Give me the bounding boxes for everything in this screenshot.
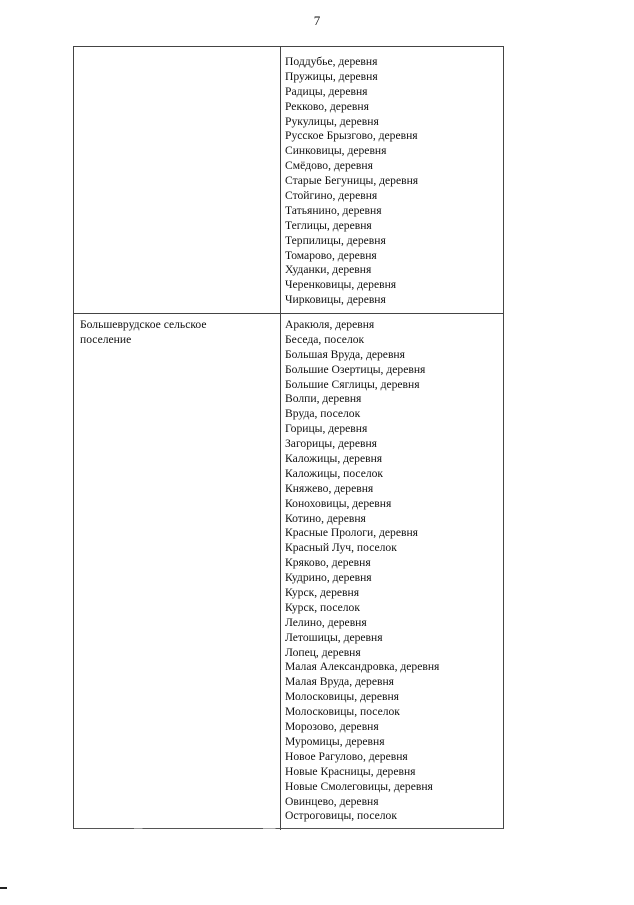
- row-divider: [74, 313, 503, 314]
- settlement-item: Летошицы, деревня: [285, 630, 383, 644]
- settlement-item: Молосковицы, деревня: [285, 690, 399, 704]
- settlement-item: Вруда, поселок: [285, 407, 361, 421]
- settlement-item: Пружицы, деревня: [285, 69, 378, 83]
- district-name-line: поселение: [80, 332, 132, 346]
- settlement-item: Стойгино, деревня: [285, 189, 378, 203]
- settlement-item: Смёдово, деревня: [285, 159, 373, 173]
- district-name: [80, 318, 270, 348]
- scan-edge-mark: [0, 887, 7, 889]
- settlement-item: Радицы, деревня: [285, 84, 368, 98]
- settlement-item: Старые Бегуницы, деревня: [285, 174, 419, 188]
- settlement-item: Новое Рагулово, деревня: [285, 749, 408, 763]
- settlement-item: Синковицы, деревня: [285, 144, 387, 158]
- settlement-item: Большая Вруда, деревня: [285, 347, 405, 361]
- settlement-item: Красный Луч, поселок: [285, 541, 397, 555]
- settlement-item: Большие Озертицы, деревня: [285, 362, 426, 376]
- settlement-item: Морозово, деревня: [285, 720, 379, 734]
- settlement-item: Татьянино, деревня: [285, 203, 382, 217]
- settlement-item: Новые Красницы, деревня: [285, 764, 416, 778]
- settlement-item: Черенковицы, деревня: [285, 278, 397, 292]
- settlement-item: Новые Смолеговицы, деревня: [285, 779, 433, 793]
- settlement-item: Овинцево, деревня: [285, 794, 379, 808]
- settlement-item: Волпи, деревня: [285, 392, 362, 406]
- settlement-item: Каложицы, поселок: [285, 466, 384, 480]
- settlement-item: Остроговицы, поселок: [285, 809, 397, 823]
- column-divider: [280, 47, 281, 830]
- settlement-item: Худанки, деревня: [285, 263, 372, 277]
- settlement-item: Большие Сяглицы, деревня: [285, 377, 420, 391]
- settlement-item: Лопец, деревня: [285, 645, 361, 659]
- settlement-item: Княжево, деревня: [285, 481, 374, 495]
- settlement-item: Молосковицы, поселок: [285, 705, 400, 719]
- settlement-item: Кудрино, деревня: [285, 571, 372, 585]
- settlement-item: Поддубье, деревня: [285, 55, 378, 68]
- settlement-item: Малая Вруда, деревня: [285, 675, 395, 689]
- settlement-item: Красные Прологи, деревня: [285, 526, 419, 540]
- settlement-item: Русское Брызгово, деревня: [285, 129, 418, 143]
- settlement-list-row-1: [285, 55, 418, 308]
- settlement-item: Курск, поселок: [285, 600, 360, 614]
- settlement-item: Муромицы, деревня: [285, 734, 385, 748]
- district-name-line: Большеврудское сельское: [80, 318, 207, 331]
- settlement-item: Терпилицы, деревня: [285, 233, 386, 247]
- settlement-item: Коноховицы, деревня: [285, 496, 392, 510]
- settlement-item: Беседа, поселок: [285, 332, 365, 346]
- settlement-item: Чирковицы, деревня: [285, 293, 386, 307]
- settlement-item: Теглицы, деревня: [285, 218, 372, 232]
- settlement-item: Кряково, деревня: [285, 556, 371, 570]
- settlement-item: Котино, деревня: [285, 511, 366, 525]
- settlement-item: Томарово, деревня: [285, 248, 377, 262]
- settlement-item: Лелино, деревня: [285, 615, 367, 629]
- settlement-item: Горицы, деревня: [285, 422, 368, 436]
- settlement-item: Курск, деревня: [285, 586, 360, 600]
- table-bottom-edge: [74, 828, 503, 829]
- settlement-list-row-2: [285, 318, 439, 824]
- page-number: 7: [313, 13, 321, 28]
- settlement-item: Аракюля, деревня: [285, 318, 375, 331]
- settlement-item: Рекково, деревня: [285, 99, 369, 113]
- settlements-table: [73, 46, 504, 829]
- settlement-item: Каложицы, деревня: [285, 452, 383, 466]
- settlement-item: Загорицы, деревня: [285, 437, 378, 451]
- settlement-item: Малая Александровка, деревня: [285, 660, 440, 674]
- settlement-item: Рукулицы, деревня: [285, 114, 379, 128]
